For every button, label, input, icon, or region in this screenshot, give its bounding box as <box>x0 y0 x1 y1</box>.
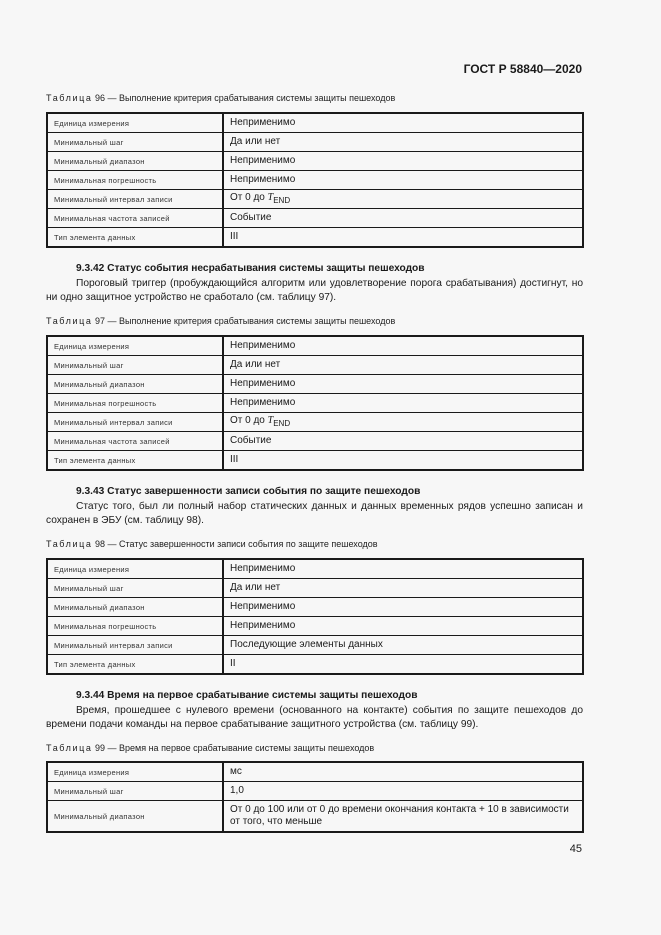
row-value: Последующие элементы данных <box>223 636 583 655</box>
section-body: Статус того, был ли полный набор статических данных и данных временных рядов успешно записан и сохранен в ЭБУ (см. таблицу 98). <box>46 500 583 526</box>
subscript-end: END <box>273 195 291 205</box>
table-row <box>47 617 583 636</box>
section-9-3-43 <box>46 485 583 529</box>
table-97 <box>46 335 584 471</box>
table-row <box>47 113 583 133</box>
row-value: Неприменимо <box>223 559 583 579</box>
row-key: Минимальная погрешность <box>47 171 223 190</box>
variable-t: T <box>267 191 274 203</box>
table-row <box>47 762 583 782</box>
caption-text: 98 — Статус завершенности записи события по защите пешеходов <box>92 539 378 549</box>
row-key: Тип элемента данных <box>47 451 223 471</box>
row-key: Минимальный диапазон <box>47 801 223 833</box>
row-key: Минимальная погрешность <box>47 394 223 413</box>
table-row <box>47 152 583 171</box>
table-98 <box>46 558 584 675</box>
caption-text: 96 — Выполнение критерия срабатывания системы защиты пешеходов <box>92 93 396 103</box>
table-98-caption <box>46 539 378 549</box>
row-key: Единица измерения <box>47 113 223 133</box>
table-row <box>47 636 583 655</box>
caption-label: Таблица <box>46 93 93 103</box>
row-key: Тип элемента данных <box>47 228 223 248</box>
table-row <box>47 432 583 451</box>
caption-text: 99 — Время на первое срабатывание системы защиты пешеходов <box>92 743 375 753</box>
row-value: От 0 до 100 или от 0 до времени окончания контакта + 10 в зависимости от того, что меньше <box>223 801 583 833</box>
document-code: ГОСТ Р 58840—2020 <box>463 62 582 76</box>
section-9-3-44 <box>46 689 583 733</box>
table-row <box>47 190 583 209</box>
table-99 <box>46 761 584 833</box>
value-text: От 0 до <box>230 191 268 203</box>
row-key: Минимальный интервал записи <box>47 413 223 432</box>
row-value: III <box>223 228 583 248</box>
row-value: 1,0 <box>223 782 583 801</box>
row-key: Минимальный шаг <box>47 133 223 152</box>
row-value: Неприменимо <box>223 336 583 356</box>
row-value: Событие <box>223 432 583 451</box>
section-title: 9.3.44 Время на первое срабатывание системы защиты пешеходов <box>76 690 418 701</box>
row-key: Минимальная частота записей <box>47 432 223 451</box>
row-key: Минимальный диапазон <box>47 598 223 617</box>
row-value <box>223 190 583 209</box>
table-row <box>47 559 583 579</box>
variable-t: T <box>267 414 274 426</box>
table-row <box>47 655 583 675</box>
table-row <box>47 782 583 801</box>
row-key: Минимальный шаг <box>47 579 223 598</box>
row-value: Да или нет <box>223 356 583 375</box>
row-value: Неприменимо <box>223 617 583 636</box>
row-value: Неприменимо <box>223 113 583 133</box>
row-key: Единица измерения <box>47 559 223 579</box>
row-value: мс <box>223 762 583 782</box>
table-96-caption <box>46 93 395 103</box>
row-value: Неприменимо <box>223 598 583 617</box>
row-value: Да или нет <box>223 579 583 598</box>
table-row <box>47 133 583 152</box>
table-row <box>47 394 583 413</box>
caption-label: Таблица <box>46 316 93 326</box>
table-row <box>47 336 583 356</box>
table-row <box>47 375 583 394</box>
row-value: Неприменимо <box>223 171 583 190</box>
caption-text: 97 — Выполнение критерия срабатывания системы защиты пешеходов <box>92 316 396 326</box>
section-title: 9.3.43 Статус завершенности записи события по защите пешеходов <box>76 486 421 497</box>
page-number: 45 <box>569 843 582 855</box>
row-value <box>223 413 583 432</box>
subscript-end: END <box>273 418 291 428</box>
row-value: Неприменимо <box>223 375 583 394</box>
caption-label: Таблица <box>46 539 93 549</box>
row-key: Минимальная погрешность <box>47 617 223 636</box>
row-value: Событие <box>223 209 583 228</box>
section-9-3-42 <box>46 262 583 306</box>
row-key: Минимальный интервал записи <box>47 190 223 209</box>
table-row <box>47 209 583 228</box>
section-body: Время, прошедшее с нулевого времени (основанного на контакте) события по защите пешеходов до времени подачи команды на первое срабатывание защитного устройства (см. таблицу 99). <box>46 704 583 730</box>
row-key: Минимальный диапазон <box>47 375 223 394</box>
table-row <box>47 801 583 833</box>
table-row <box>47 228 583 248</box>
row-key: Единица измерения <box>47 762 223 782</box>
table-96 <box>46 112 584 248</box>
table-row <box>47 171 583 190</box>
row-key: Единица измерения <box>47 336 223 356</box>
table-row <box>47 413 583 432</box>
row-value: Неприменимо <box>223 152 583 171</box>
table-99-caption <box>46 743 374 753</box>
section-body: Пороговый триггер (пробуждающийся алгоритм или удовлетворение порога срабатывания) достигнут, но ни одно защитное устройство не сработало (см. таблицу 97). <box>46 277 583 303</box>
row-key: Минимальная частота записей <box>47 209 223 228</box>
row-key: Минимальный диапазон <box>47 152 223 171</box>
table-row <box>47 451 583 471</box>
table-row <box>47 598 583 617</box>
table-row <box>47 579 583 598</box>
section-title: 9.3.42 Статус события несрабатывания системы защиты пешеходов <box>76 263 425 274</box>
row-key: Минимальный шаг <box>47 782 223 801</box>
row-key: Минимальный интервал записи <box>47 636 223 655</box>
table-97-caption <box>46 316 395 326</box>
value-text: От 0 до <box>230 414 268 426</box>
row-key: Минимальный шаг <box>47 356 223 375</box>
row-value: Неприменимо <box>223 394 583 413</box>
table-row <box>47 356 583 375</box>
caption-label: Таблица <box>46 743 93 753</box>
row-value: Да или нет <box>223 133 583 152</box>
row-key: Тип элемента данных <box>47 655 223 675</box>
row-value: III <box>223 451 583 471</box>
row-value: II <box>223 655 583 675</box>
